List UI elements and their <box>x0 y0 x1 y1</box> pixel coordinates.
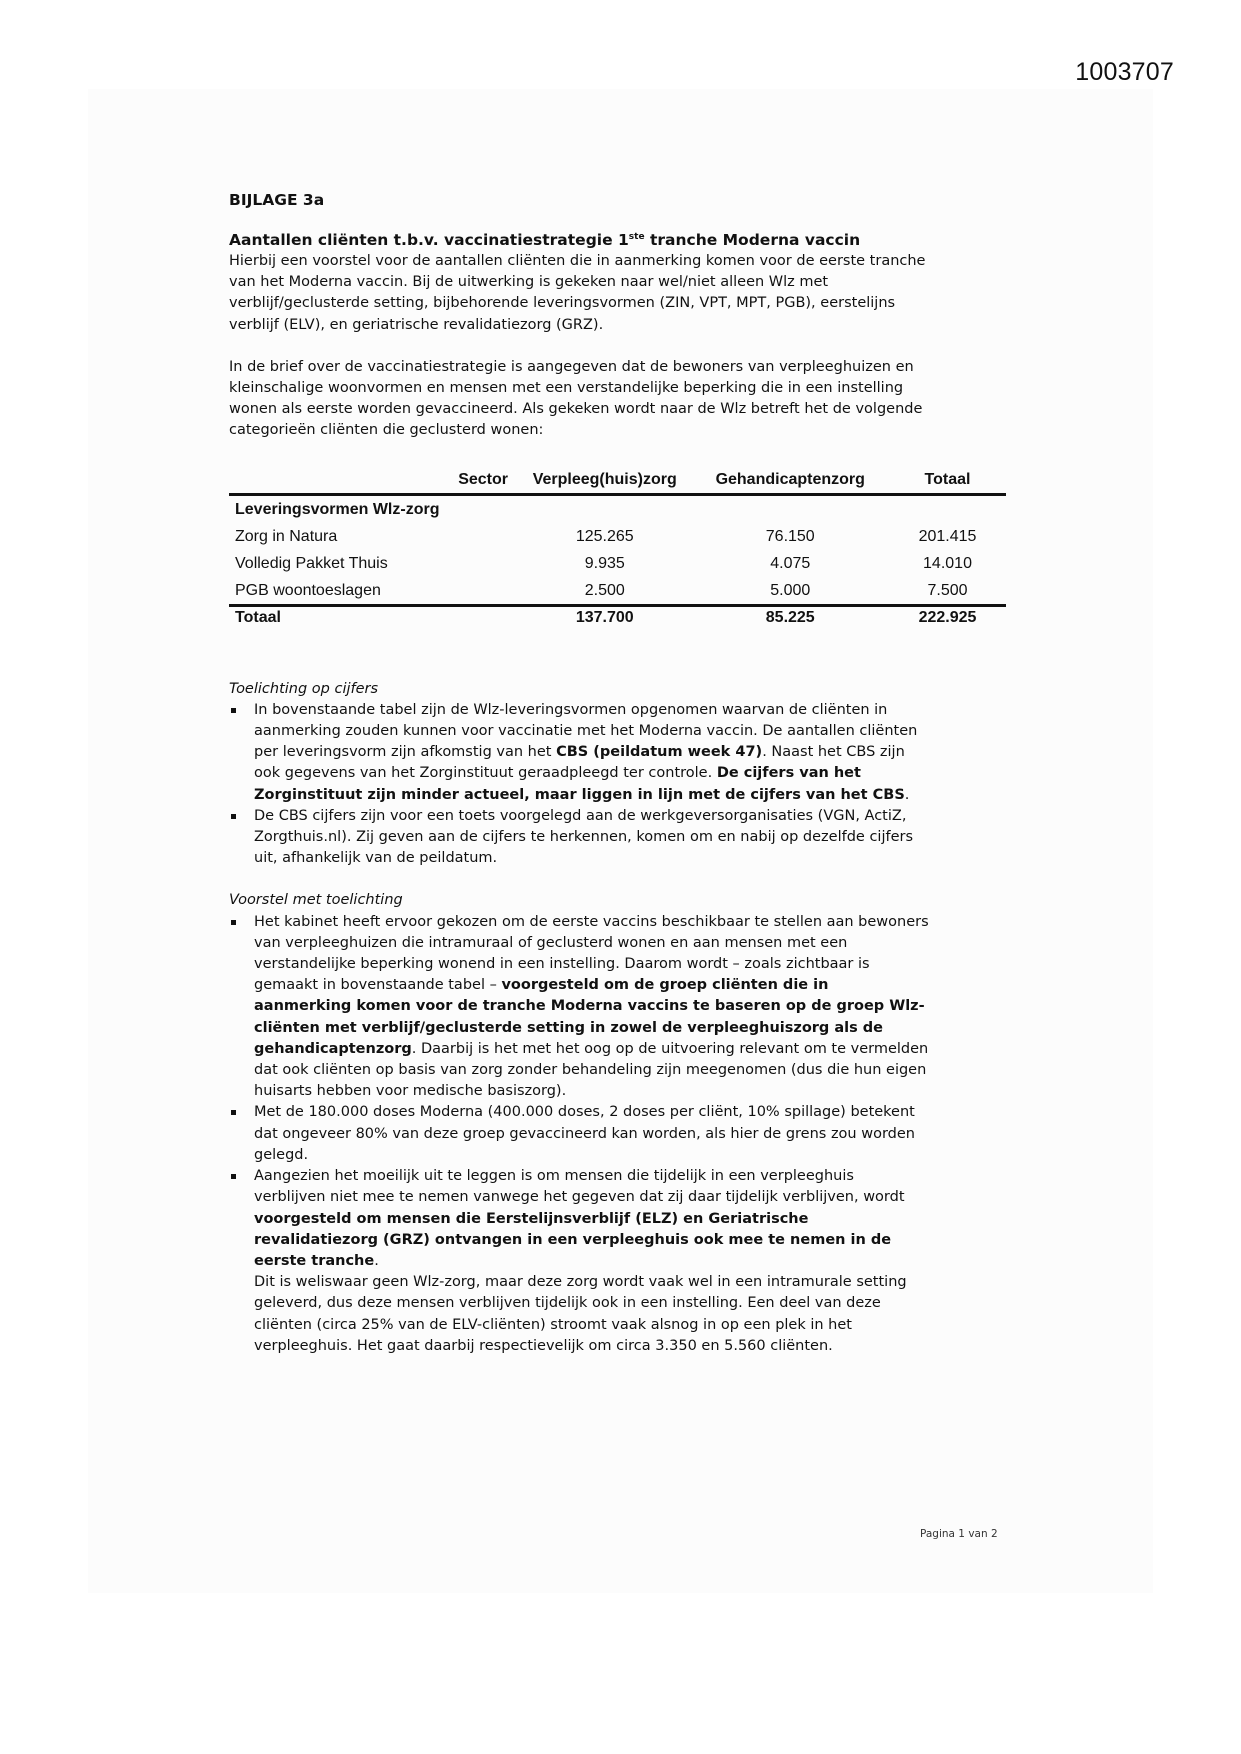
title-superscript: ste <box>628 232 645 242</box>
row-label: Volledig Pakket Thuis <box>235 554 388 572</box>
cell-gehandicapten: 5.000 <box>770 581 811 599</box>
row-label: Zorg in Natura <box>235 527 338 545</box>
title-text: Aantallen cliënten t.b.v. vaccinatiestrategie 1 <box>229 231 629 249</box>
intro-paragraph: Hierbij een voorstel voor de aantallen cliënten die in aanmerking komen voor de eerste tranche van het Moderna vaccin. Bij de uitwerking is gekeken naar wel/niet alleen Wlz met verblijf/geclusterde setting, bijbehorende leveringsvormen (ZIN, VPT, MPT, PGB), eerstelijns verblijf (ELV), en geriatrische revalidatiezorg (GRZ). <box>229 253 926 333</box>
document-title <box>229 229 929 251</box>
cell-totaal: 7.500 <box>927 581 968 599</box>
clients-table <box>229 467 1006 629</box>
header-totaal: Totaal <box>889 467 1006 495</box>
page-number: Pagina 1 van 2 <box>920 1528 998 1540</box>
table-row <box>229 523 1006 550</box>
bullet-square-icon <box>231 814 236 819</box>
table-total-row <box>229 605 1006 629</box>
cell-gehandicapten: 4.075 <box>770 554 811 572</box>
cell-totaal: 201.415 <box>918 527 977 545</box>
cell-verpleeg: 9.935 <box>584 554 625 572</box>
document-id: 1003707 <box>1075 58 1174 86</box>
voorstel-list <box>229 912 929 1357</box>
cell-verpleeg: 125.265 <box>575 527 634 545</box>
list-item: In bovenstaande tabel zijn de Wlz-leveringsvormen opgenomen waarvan de cliënten in aanmerking zouden kunnen voor vaccinatie met het Moderna vaccin. De aantallen cliënten per leveringsvorm zijn afkomstig van het CBS (peildatum week 47). Naast het CBS zijn ook gegevens van het Zorginstituut geraadpleegd ter controle. De cijfers van het Zorginstituut zijn minder actueel, maar liggen in lijn met de cijfers van het CBS. <box>229 700 929 806</box>
cell-totaal: 14.010 <box>923 554 972 572</box>
toelichting-list <box>229 700 929 870</box>
list-item: De CBS cijfers zijn voor een toets voorgelegd aan de werkgeversorganisaties (VGN, ActiZ, Zorgthuis.nl). Zij geven aan de cijfers te herkennen, komen om en nabij op dezelfde cijfers uit, afhankelijk van de peildatum. <box>229 806 929 870</box>
cell-verpleeg: 2.500 <box>584 581 625 599</box>
list-item: Met de 180.000 doses Moderna (400.000 doses, 2 doses per cliënt, 10% spillage) betekent dat ongeveer 80% van deze groep gevaccineerd kan worden, als hier de grens zou worden gelegd. <box>229 1102 929 1166</box>
list-item: Aangezien het moeilijk uit te leggen is om mensen die tijdelijk in een verpleeghuis verblijven niet mee te nemen vanwege het gegeven dat zij daar tijdelijk verblijven, wordt voorgesteld om mensen die Eerstelijnsverblijf (ELZ) en Geriatrische revalidatiezorg (GRZ) ontvangen in een verpleeghuis ook mee te nemen in de eerste tranche. Dit is weliswaar geen Wlz-zorg, maar deze zorg wordt vaak wel in een intramurale setting geleverd, dus deze mensen verblijven tijdelijk ook in een instelling. Een deel van deze cliënten (circa 25% van de ELV-cliënten) stroomt vaak alsnog in op een plek in het verpleeghuis. Het gaat daarbij respectievelijk om circa 3.350 en 5.560 cliënten. <box>229 1166 929 1357</box>
group-label: Leveringsvormen Wlz-zorg <box>235 500 440 518</box>
section-heading-voorstel: Voorstel met toelichting <box>229 892 403 909</box>
total-totaal: 222.925 <box>889 605 1006 629</box>
table-header-row <box>229 467 1006 495</box>
bullet-square-icon <box>231 1174 236 1179</box>
bullet-square-icon <box>231 708 236 713</box>
header-gehandicapten: Gehandicaptenzorg <box>691 467 889 495</box>
bullet-square-icon <box>231 1110 236 1115</box>
total-verpleeg: 137.700 <box>518 605 691 629</box>
row-label: PGB woontoeslagen <box>235 581 381 599</box>
header-verpleeg: Verpleeg(huis)zorg <box>518 467 691 495</box>
bullet-square-icon <box>231 920 236 925</box>
total-gehandicapten: 85.225 <box>691 605 889 629</box>
list-item: Het kabinet heeft ervoor gekozen om de eerste vaccins beschikbaar te stellen aan bewoners van verpleeghuizen die intramuraal of geclusterd wonen en aan mensen met een verstandelijke beperking wonend in een instelling. Daarom wordt – zoals zichtbaar is gemaakt in bovenstaande tabel – voorgesteld om de groep cliënten die in aanmerking komen voor de tranche Moderna vaccins te baseren op de groep Wlz-cliënten met verblijf/geclusterde setting in zowel de verpleeghuiszorg als de gehandicaptenzorg. Daarbij is het met het oog op de uitvoering relevant om te vermelden dat ook cliënten op basis van zorg zonder behandeling zijn meegenomen (dus die hun eigen huisarts hebben voor medische basiszorg). <box>229 912 929 1103</box>
list-item-continuation: Dit is weliswaar geen Wlz-zorg, maar deze zorg wordt vaak wel in een intramurale setting geleverd, dus deze mensen verblijven tijdelijk ook in een instelling. Een deel van deze cliënten (circa 25% van de ELV-cliënten) stroomt vaak alsnog in op een plek in het verpleeghuis. Het gaat daarbij respectievelijk om circa 3.350 en 5.560 cliënten. <box>254 1274 907 1354</box>
context-paragraph: In de brief over de vaccinatiestrategie is aangegeven dat de bewoners van verpleeghuizen en kleinschalige woonvormen en mensen met een verstandelijke beperking die in een instelling wonen als eerste worden gevaccineerd. Als gekeken wordt naar de Wlz betreft het de volgende categorieën cliënten die geclusterd wonen: <box>229 358 923 439</box>
table-row <box>229 550 1006 577</box>
total-label: Totaal <box>229 605 518 629</box>
table-row <box>229 577 1006 606</box>
section-heading-toelichting: Toelichting op cijfers <box>229 680 379 697</box>
annex-heading: BIJLAGE 3a <box>229 191 325 209</box>
table-group-row <box>229 494 1006 523</box>
document-content <box>229 190 977 1357</box>
cell-gehandicapten: 76.150 <box>765 527 815 545</box>
title-text-end: tranche Moderna vaccin <box>644 231 861 249</box>
header-sector: Sector <box>229 467 518 495</box>
